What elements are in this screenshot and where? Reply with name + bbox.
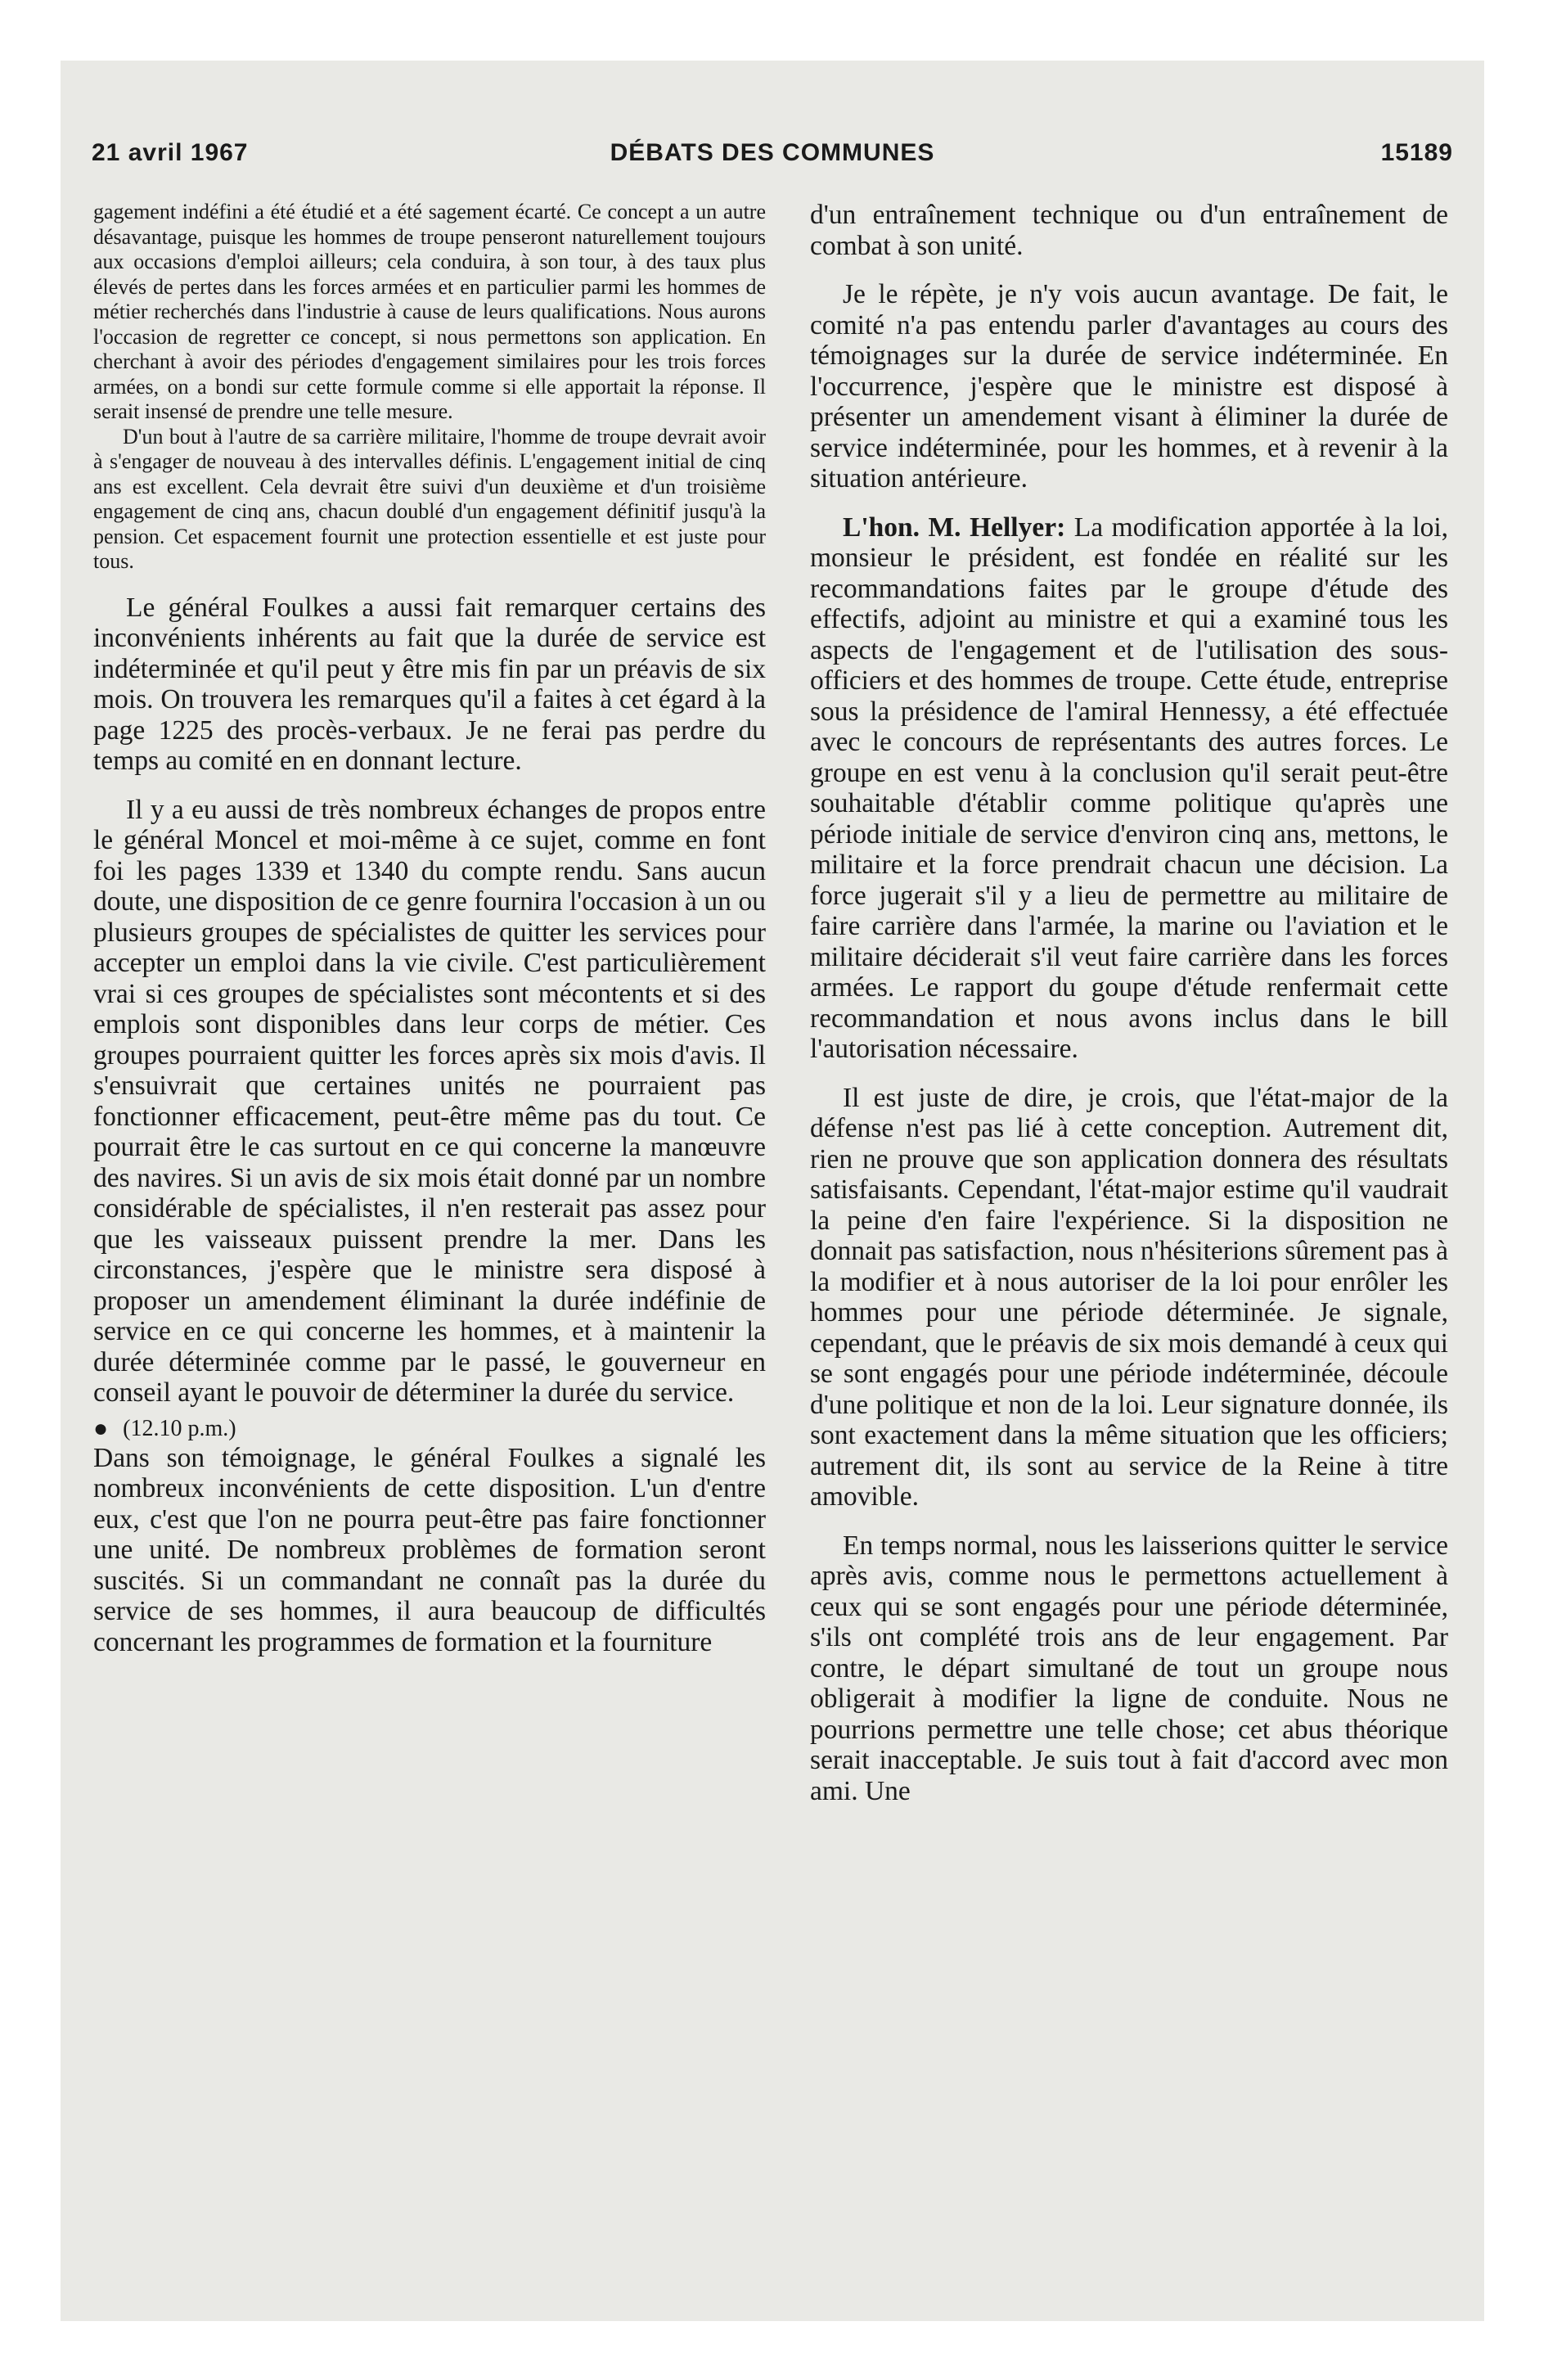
left-column (93, 200, 766, 1657)
body-paragraph: Le général Foulkes a aussi fait remarquer certains des inconvénients inhérents au fait que la durée de service est indéterminée et qu'il peut y être mis fin par un préavis de six mois. On trouvera les remarques qu'il a faites à cet égard à la page 1225 des procès-verbaux. Je ne ferai pas perdre du temps au comité en en donnant lecture. (93, 592, 766, 776)
header-date: 21 avril 1967 (92, 139, 249, 166)
quoted-paragraph: gagement indéfini a été étudié et a été sagement écarté. Ce concept a un autre désavantage, puisque les hommes de troupe penseront naturellement toujours aux occasions d'emploi ailleurs; cela conduira, à son tour, à des taux plus élevés de pertes dans les forces armées et en particulier parmi les hommes de métier recherchés dans l'industrie à cause de leurs qualifications. Nous aurons l'occasion de regretter ce concept, si nous permettons son application. En cherchant à avoir des périodes d'engagement similaires pour les trois forces armées, on a bondi sur cette formule comme si elle apportait la réponse. Il serait insensé de prendre une telle mesure. (93, 200, 766, 423)
body-paragraph: Dans son témoignage, le général Foulkes a signalé les nombreux inconvénients de cette disposition. L'un d'entre eux, c'est que l'on ne pourra peut-être pas faire fonctionner une unité. De nombreux problèmes de formation seront suscités. Si un commandant ne connaît pas la durée du service de ses hommes, il aura beaucoup de difficultés concernant les programmes de formation et la fourniture (93, 1442, 766, 1657)
body-paragraph: Il est juste de dire, je crois, que l'état-major de la défense n'est pas lié à cette conception. Autrement dit, rien ne prouve que son application donnera des résultats satisfaisants. Cependant, l'état-major estime qu'il vaudrait la peine d'en faire l'expérience. Si la disposition ne donnait pas satisfaction, nous n'hésiterions sûrement pas à la modifier et à nous autoriser de la loi pour enrôler les hommes pour une période déterminée. Je signale, cependant, que le préavis de six mois demandé à ceux qui se sont engagés pour une période indéterminée, découle d'une politique et non de la loi. Leur signature donnée, ils sont exactement dans la même situation que les officiers; autrement dit, ils sont au service de la Reine à titre amovible. (810, 1082, 1448, 1512)
speaker-name: L'hon. M. Hellyer: (843, 512, 1066, 543)
speech-text: La modification apportée à la loi, monsieur le président, est fondée en réalité sur les recommandations faites par le groupe d'étude des effectifs, adjoint au ministre et qui a examiné tous les aspects de l'engagement et de l'utilisation des sous-officiers et des hommes de troupe. Cette étude, entreprise sous la présidence de l'amiral Hennessy, a été effectuée avec le concours de représentants des autres forces. Le groupe en est venu à la conclusion qu'il serait peut-être souhaitable d'établir comme politique qu'après une période initiale de service d'environ cinq ans, mettons, le militaire et la force prendrait chacun une décision. La force jugerait s'il y a lieu de permettre au militaire de faire carrière dans l'armée, la marine ou l'aviation et le militaire déciderait s'il veut faire carrière dans les forces armées. Le rapport du goupe d'étude renfermait cette recommandation et nous avons inclus dans le bill l'autorisation nécessaire. (810, 512, 1449, 1064)
body-paragraph: d'un entraînement technique ou d'un entraînement de combat à son unité. (810, 200, 1448, 261)
body-paragraph: Il y a eu aussi de très nombreux échanges de propos entre le général Moncel et moi-même à ce sujet, comme en font foi les pages 1339 et 1340 du compte rendu. Sans aucun doute, une disposition de ce genre fournira l'occasion à un ou plusieurs groupes de spécialistes de quitter les services pour accepter un emploi dans la vie civile. C'est particulièrement vrai si ces groupes de spécialistes sont mécontents et si des emplois sont disponibles dans leur corps de métier. Ces groupes pourraient quitter les forces après six mois d'avis. Il s'ensuivrait que certaines unités ne pourraient pas fonctionner efficacement, peut-être même pas du tout. Ce pourrait être le cas surtout en ce qui concerne la manœuvre des navires. Si un avis de six mois était donné par un nombre considérable de spécialistes, il n'en resterait pas assez pour que les vaisseaux puissent prendre la mer. Dans les circonstances, j'espère que le ministre sera disposé à proposer un amendement éliminant la durée indéfinie de service en ce qui concerne les hommes, et à maintenir la durée déterminée comme par le passé, le gouverneur en conseil ayant le pouvoir de déterminer la durée du service. (93, 794, 766, 1408)
page-header (92, 139, 1453, 180)
time-stamp (93, 1415, 766, 1443)
header-title: DÉBATS DES COMMUNES (610, 139, 935, 166)
right-column (810, 200, 1448, 1806)
quoted-paragraph: D'un bout à l'autre de sa carrière militaire, l'homme de troupe devrait avoir à s'engager de nouveau à des intervalles définis. L'engagement initial de cinq ans est excellent. Cela devrait être suivi d'un deuxième et d'un troisième engagement de cinq ans, chacun doublé d'un engagement définitif jusqu'à la pension. Cet espacement fournit une protection essentielle et est juste pour tous. (93, 424, 766, 573)
speech-paragraph (810, 512, 1448, 1065)
body-paragraph: Je le répète, je n'y vois aucun avantage. De fait, le comité n'a pas entendu parler d'avantages au cours des témoignages sur la durée de service indéterminée. En l'occurrence, j'espère que le ministre est disposé à présenter un amendement visant à éliminer la durée de service indéterminée, pour les hommes, et à revenir à la situation antérieure. (810, 279, 1448, 494)
document-page (61, 61, 1484, 2321)
body-paragraph: En temps normal, nous les laisserions quitter le service après avis, comme nous le permettons actuellement à ceux qui se sont engagés pour une période déterminée, s'ils ont complété trois ans de leur engagement. Par contre, le départ simultané de tout un groupe nous obligerait à modifier la ligne de conduite. Nous ne pourrions permettre une telle chose; cet abus théorique serait inacceptable. Je suis tout à fait d'accord avec mon ami. Une (810, 1530, 1448, 1806)
time-stamp-text: (12.10 p.m.) (123, 1415, 236, 1441)
header-page-number: 15189 (1380, 139, 1453, 166)
bullet-icon: ● (93, 1414, 109, 1442)
